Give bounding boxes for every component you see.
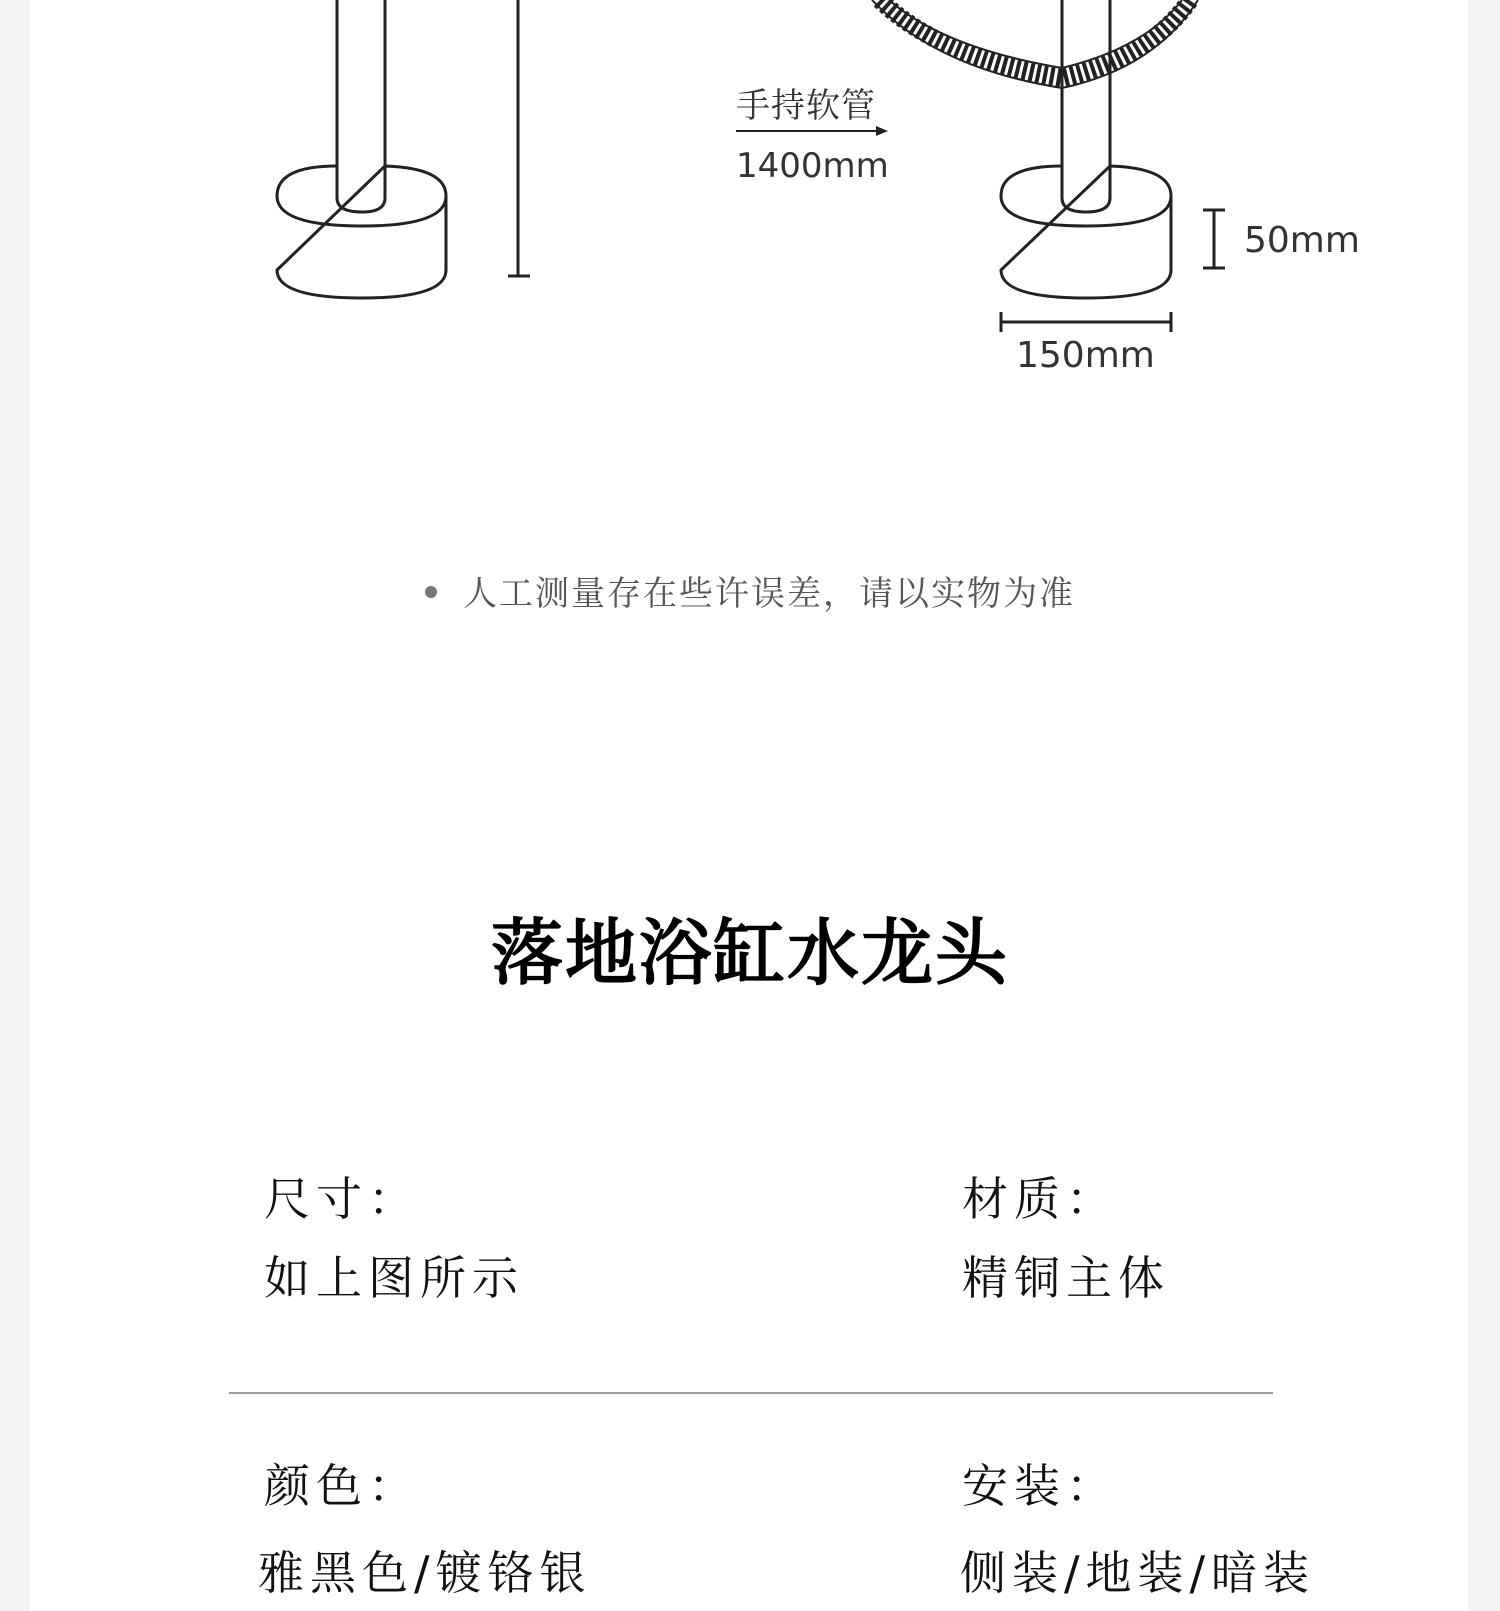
hose-length-label: 1400mm [736,146,889,186]
spec-value-size: 如上图所示 [264,1251,524,1305]
base-height-label: 50mm [1244,220,1360,261]
product-title: 落地浴缸水龙头 [490,911,1009,995]
spec-label-material: 材质： [962,1172,1118,1226]
right-faucet-pole [1062,0,1110,212]
measurement-note-text: 人工测量存在些许误差，请以实物为准 [463,574,1075,614]
hose-arrow-head [876,126,888,136]
spec-label-size: 尺寸： [264,1172,420,1226]
faucet-dimension-diagram [0,0,1500,420]
spec-value-color: 雅黑色/镀铬银 [258,1546,592,1600]
hose-label: 手持软管 [736,86,876,126]
spec-label-installation: 安装： [962,1459,1118,1513]
base-width-label: 150mm [1016,335,1155,376]
spec-divider [229,1392,1273,1394]
hose-outer [880,0,1190,78]
bullet-dot-icon [425,586,437,598]
right-faucet-base [1001,166,1171,298]
left-faucet-pole [337,0,385,212]
spec-value-installation: 侧装/地装/暗装 [960,1546,1315,1600]
spec-label-color: 颜色： [264,1459,420,1513]
measurement-note [0,566,1500,615]
left-faucet-base [277,166,446,298]
spec-value-material: 精铜主体 [962,1251,1170,1305]
